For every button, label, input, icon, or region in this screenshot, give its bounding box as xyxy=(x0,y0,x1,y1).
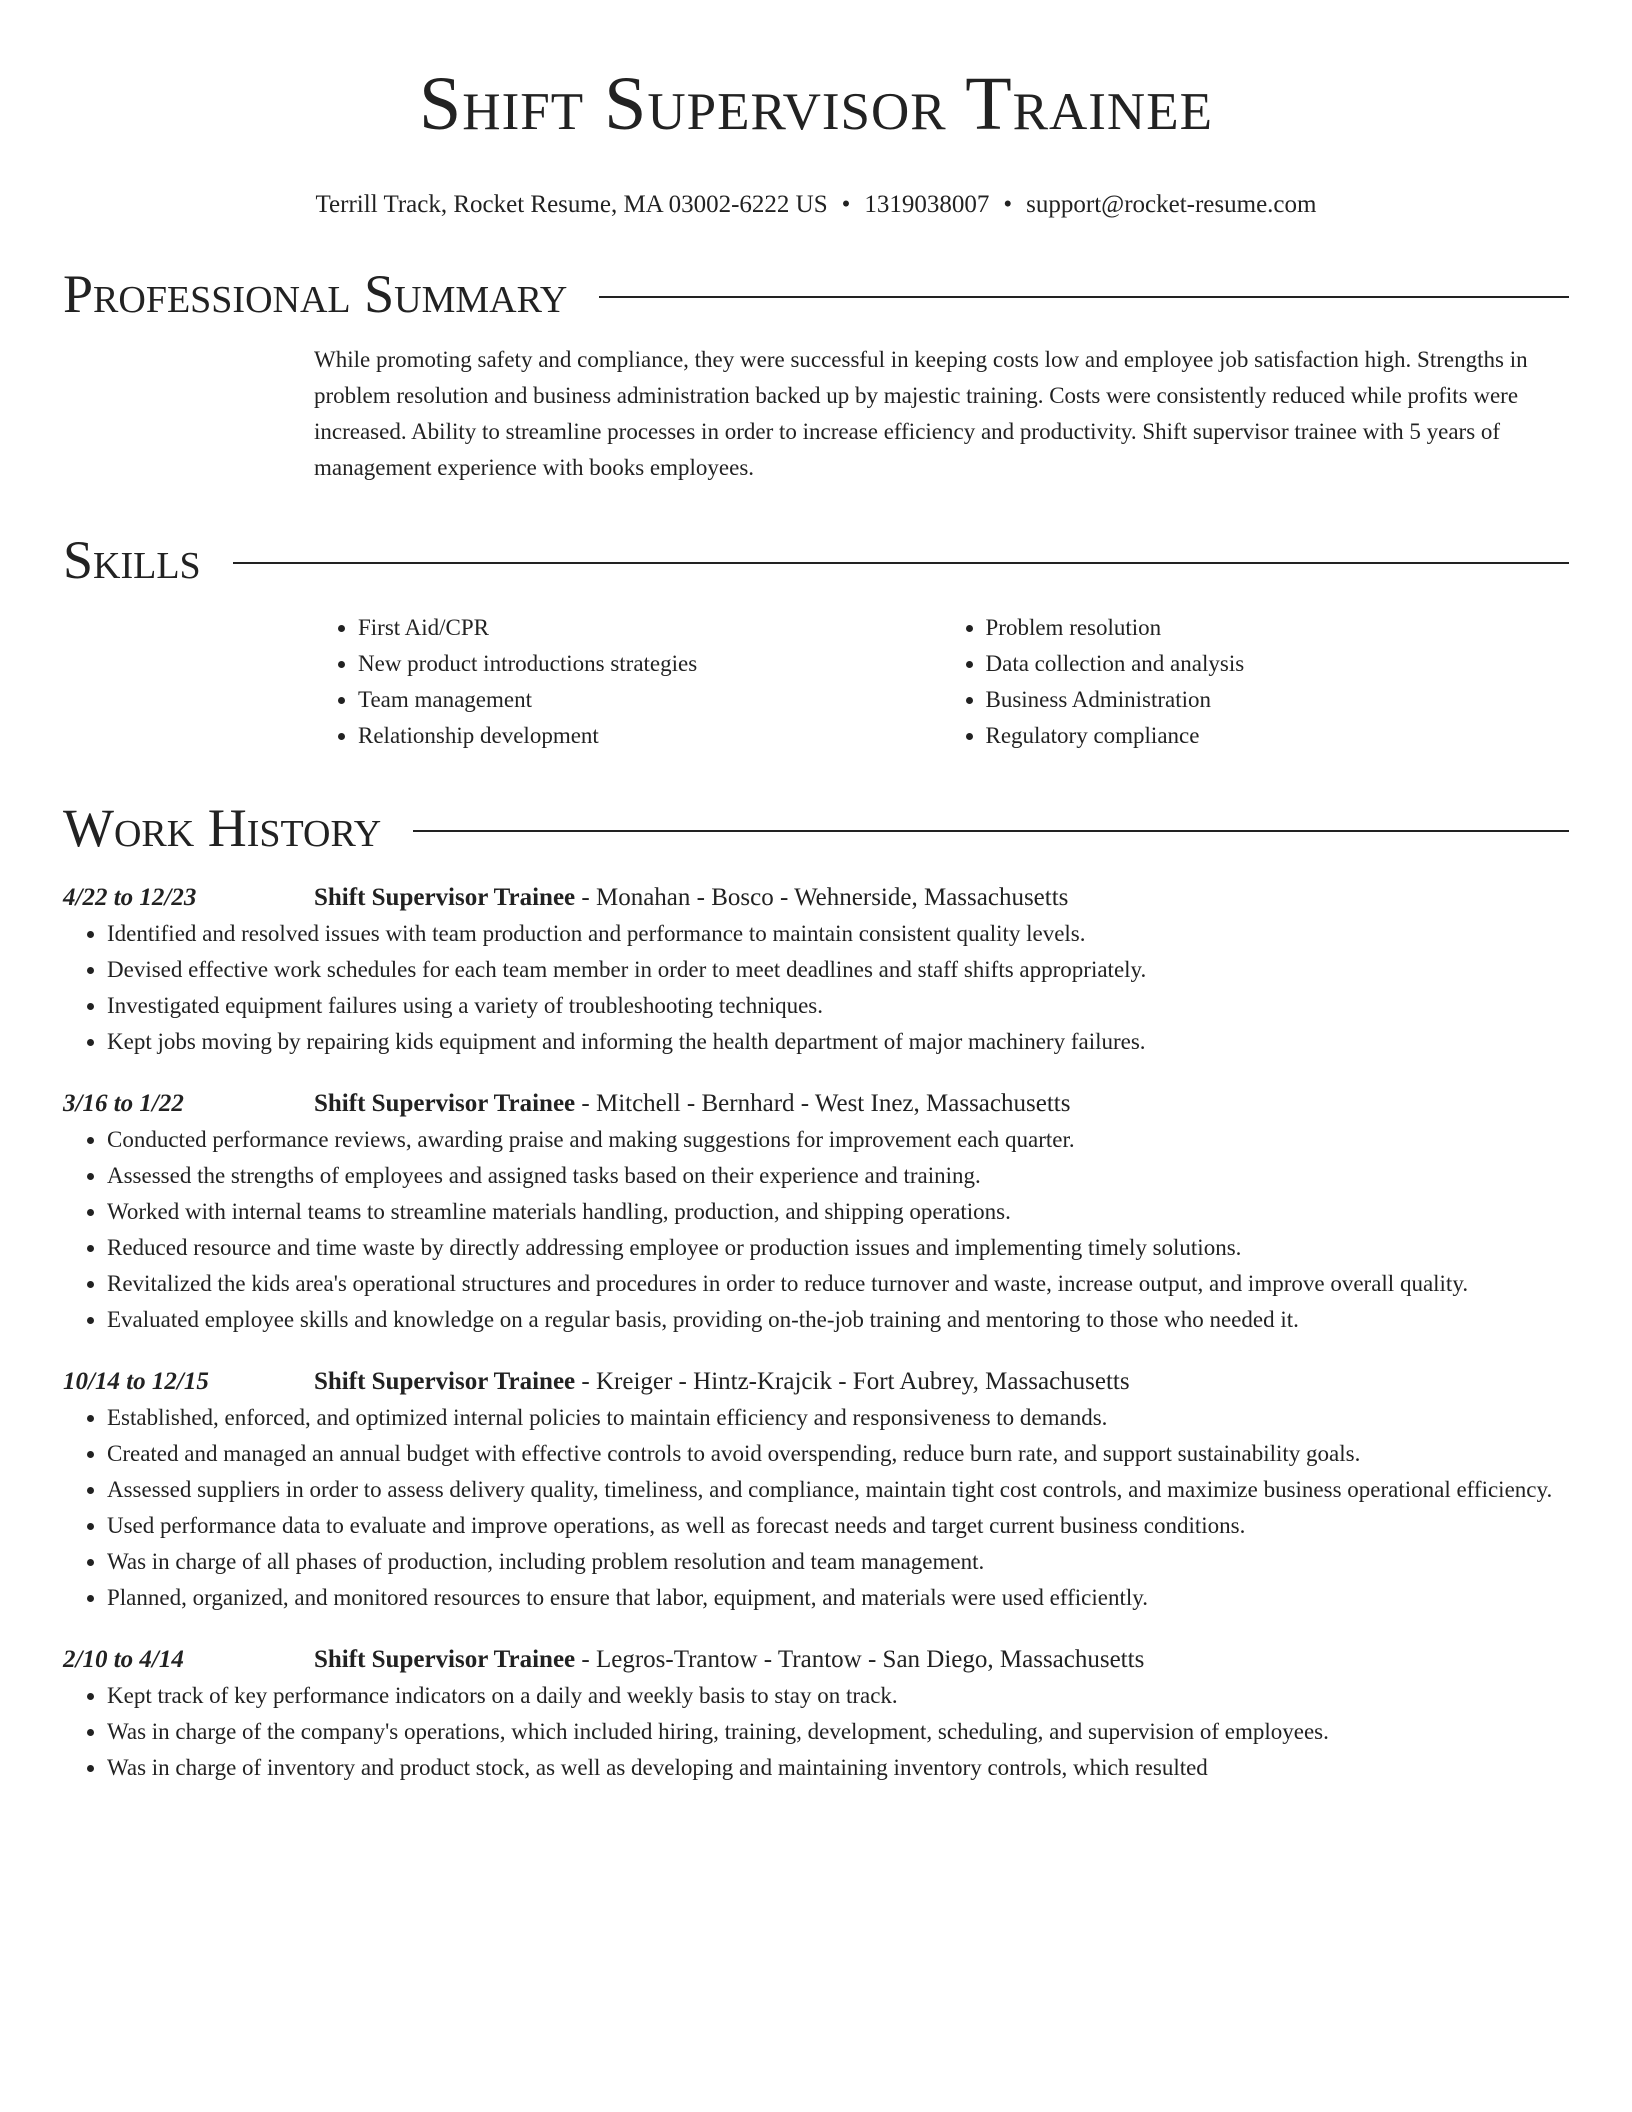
job-bullet: • Kept track of key performance indicators on a daily and weekly basis to stay on track. xyxy=(107,1678,1569,1714)
job-bullet: • Kept jobs moving by repairing kids equipment and informing the health department of major machinery failures. xyxy=(107,1024,1569,1060)
job-dates: 10/14 to 12/15 xyxy=(63,1368,209,1395)
contact-phone: 1319038007 xyxy=(864,191,990,218)
skill-item: • Data collection and analysis xyxy=(986,646,1570,682)
job-bullet: • Assessed the strengths of employees and assigned tasks based on their experience and training. xyxy=(107,1158,1569,1194)
job-header xyxy=(63,880,1569,916)
summary-section-header xyxy=(63,262,1569,326)
skills-list-right xyxy=(942,610,1570,754)
job-bullet: • Worked with internal teams to streamline materials handling, production, and shipping operations. xyxy=(107,1194,1569,1230)
job-bullets xyxy=(63,1400,1569,1616)
job-title: Shift Supervisor Trainee xyxy=(314,1646,576,1673)
work-heading: Work History xyxy=(63,798,382,858)
job-position xyxy=(314,1642,1144,1678)
job-employer: - Legros-Trantow - Trantow - San Diego, Massachusetts xyxy=(575,1646,1145,1673)
job-position xyxy=(314,1086,1070,1122)
job-dates: 4/22 to 12/23 xyxy=(63,884,197,911)
job-entry xyxy=(63,1642,1569,1786)
job-bullet: • Identified and resolved issues with team production and performance to maintain consistent quality levels. xyxy=(107,916,1569,952)
job-bullet: • Reduced resource and time waste by directly addressing employee or production issues and implementing timely solutions. xyxy=(107,1230,1569,1266)
skill-item: • Business Administration xyxy=(986,682,1570,718)
job-header xyxy=(63,1086,1569,1122)
job-bullet: • Was in charge of inventory and product stock, as well as developing and maintaining inventory controls, which resulted xyxy=(107,1750,1569,1786)
job-dates: 2/10 to 4/14 xyxy=(63,1646,184,1673)
skills-section-header xyxy=(63,528,1569,592)
job-header xyxy=(63,1364,1569,1400)
skill-item: • Relationship development xyxy=(358,718,942,754)
job-title: Shift Supervisor Trainee xyxy=(314,1368,576,1395)
job-bullet: • Conducted performance reviews, awarding praise and making suggestions for improvement each quarter. xyxy=(107,1122,1569,1158)
job-bullet: • Was in charge of the company's operations, which included hiring, training, development, scheduling, and supervision of employees. xyxy=(107,1714,1569,1750)
skills-list-left xyxy=(314,610,942,754)
contact-separator: • xyxy=(841,191,851,218)
job-entry xyxy=(63,1364,1569,1616)
job-bullet: • Used performance data to evaluate and improve operations, as well as forecast needs and target current business conditions. xyxy=(107,1508,1569,1544)
job-employer: - Kreiger - Hintz-Krajcik - Fort Aubrey, Massachusetts xyxy=(575,1368,1130,1395)
job-bullets xyxy=(63,1122,1569,1338)
job-bullet: • Was in charge of all phases of production, including problem resolution and team management. xyxy=(107,1544,1569,1580)
skill-item: • New product introductions strategies xyxy=(358,646,942,682)
job-employer: - Mitchell - Bernhard - West Inez, Massachusetts xyxy=(575,1090,1071,1117)
contact-email: support@rocket-resume.com xyxy=(1026,191,1317,218)
job-bullet: • Planned, organized, and monitored resources to ensure that labor, equipment, and materials were used efficiently. xyxy=(107,1580,1569,1616)
job-bullets xyxy=(63,916,1569,1060)
contact-address: Terrill Track, Rocket Resume, MA 03002-6222 US xyxy=(315,191,828,218)
contact-separator: • xyxy=(1003,191,1013,218)
job-bullet: • Established, enforced, and optimized internal policies to maintain efficiency and responsiveness to demands. xyxy=(107,1400,1569,1436)
job-dates: 3/16 to 1/22 xyxy=(63,1090,184,1117)
job-entry xyxy=(63,1086,1569,1338)
job-bullet: • Devised effective work schedules for each team member in order to meet deadlines and staff shifts appropriately. xyxy=(107,952,1569,988)
job-bullet: • Assessed suppliers in order to assess delivery quality, timeliness, and compliance, maintain tight cost controls, and maximize business operational efficiency. xyxy=(107,1472,1569,1508)
job-bullets xyxy=(63,1678,1569,1786)
job-entry xyxy=(63,880,1569,1060)
skills-grid xyxy=(314,610,1569,754)
skill-item: • Problem resolution xyxy=(986,610,1570,646)
skill-item: • First Aid/CPR xyxy=(358,610,942,646)
section-rule xyxy=(413,830,1569,832)
job-bullet: • Revitalized the kids area's operational structures and procedures in order to reduce turnover and waste, increase output, and improve overall quality. xyxy=(107,1266,1569,1302)
section-rule xyxy=(599,296,1569,298)
resume-name: Shift Supervisor Trainee xyxy=(419,62,1213,146)
work-history-list xyxy=(63,880,1569,1786)
section-rule xyxy=(233,562,1569,564)
skill-item: • Team management xyxy=(358,682,942,718)
skills-heading: Skills xyxy=(63,530,201,590)
contact-line xyxy=(63,190,1569,220)
job-bullet: • Created and managed an annual budget with effective controls to avoid overspending, reduce burn rate, and support sustainability goals. xyxy=(107,1436,1569,1472)
job-bullet: • Investigated equipment failures using a variety of troubleshooting techniques. xyxy=(107,988,1569,1024)
summary-heading: Professional Summary xyxy=(63,264,568,324)
summary-text: While promoting safety and compliance, they were successful in keeping costs low and employee job satisfaction high. Strengths in problem resolution and business administration backed up by majestic training. Costs were consistently reduced while profits were increased. Ability to streamline processes in order to increase efficiency and productivity. Shift supervisor trainee with 5 years of management experience with books employees. xyxy=(314,347,1528,480)
job-position xyxy=(314,880,1068,916)
skill-item: • Regulatory compliance xyxy=(986,718,1570,754)
work-section-header xyxy=(63,796,1569,860)
job-position xyxy=(314,1364,1130,1400)
job-employer: - Monahan - Bosco - Wehnerside, Massachusetts xyxy=(575,884,1069,911)
job-title: Shift Supervisor Trainee xyxy=(314,1090,576,1117)
job-title: Shift Supervisor Trainee xyxy=(314,884,576,911)
job-header xyxy=(63,1642,1569,1678)
job-bullet: • Evaluated employee skills and knowledge on a regular basis, providing on-the-job training and mentoring to those who needed it. xyxy=(107,1302,1569,1338)
